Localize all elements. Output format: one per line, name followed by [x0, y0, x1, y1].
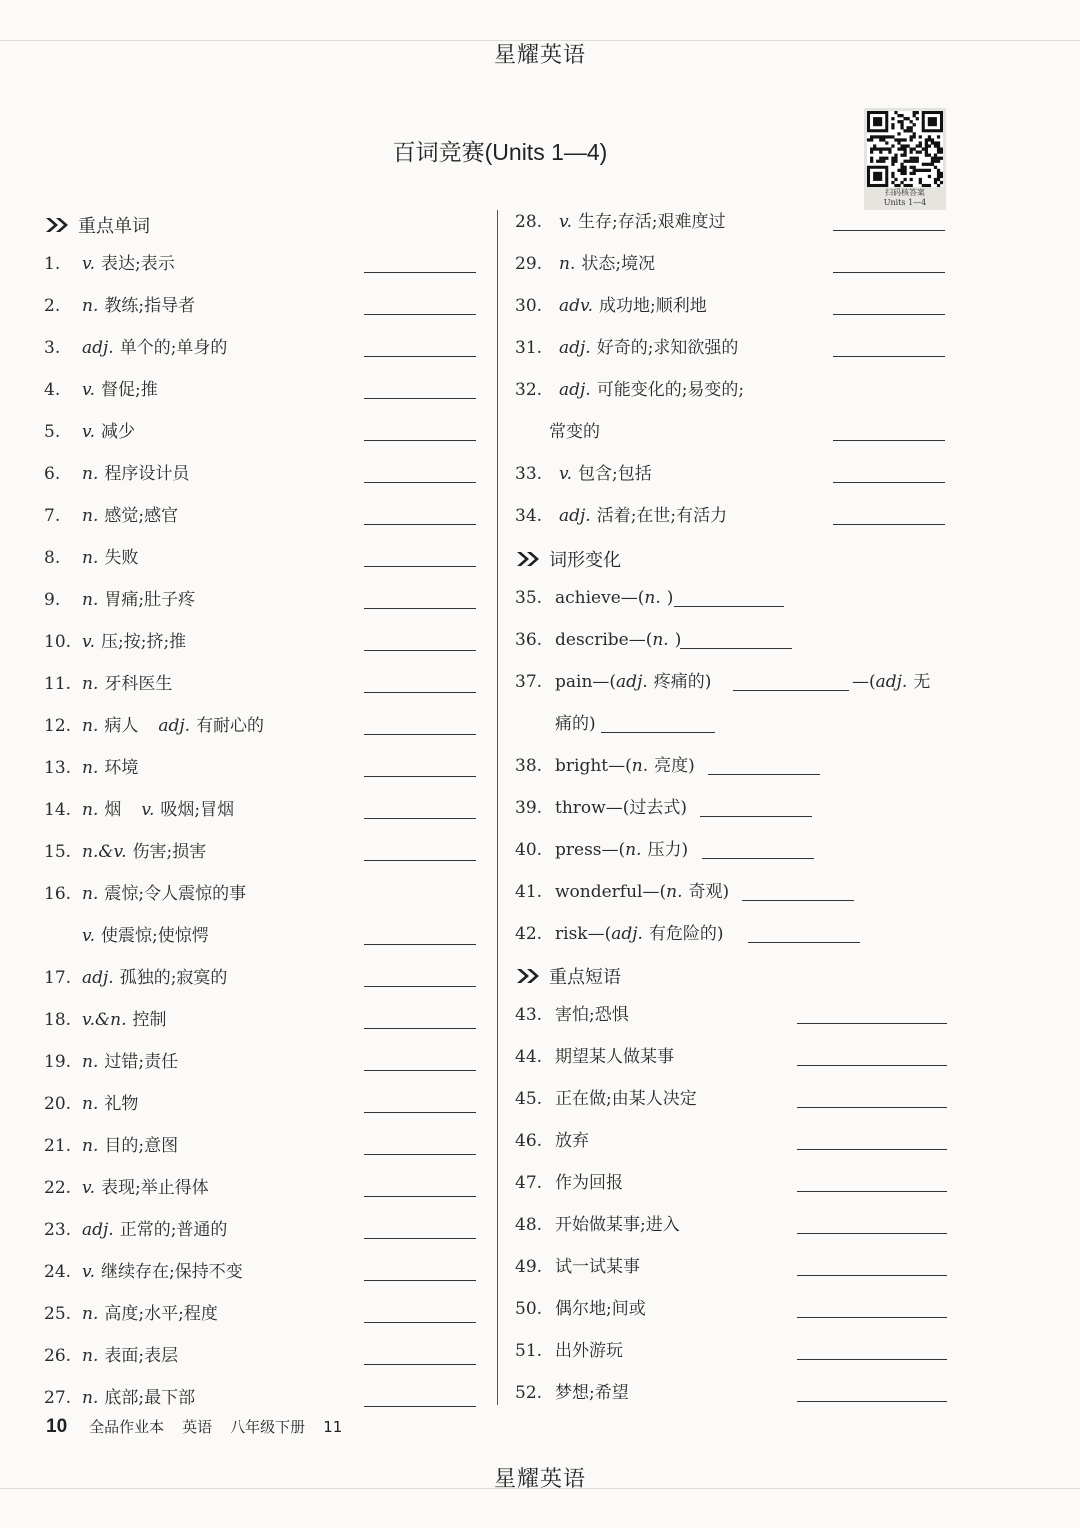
answer-blank[interactable] [364, 398, 476, 399]
item-meaning: 高度;水平;程度 [104, 1304, 218, 1324]
answer-blank[interactable] [364, 272, 476, 273]
word-item [44, 1132, 178, 1160]
section-title: 重点短语 [549, 967, 621, 988]
part-of-speech: v. [82, 254, 95, 274]
title-main: 百词竞赛 [392, 140, 485, 166]
part-of-speech: n.&v. [82, 842, 127, 862]
item-number: 24. [44, 1262, 72, 1282]
phrase-item [515, 1211, 680, 1239]
part-of-speech: v. [559, 212, 572, 232]
answer-blank[interactable] [364, 440, 476, 441]
section-heading [515, 545, 621, 573]
part-of-speech: n. [82, 674, 99, 694]
answer-blank[interactable] [733, 690, 849, 691]
word-item [44, 502, 178, 530]
word-item [44, 292, 195, 320]
answer-blank[interactable] [364, 986, 476, 987]
phrase-item [515, 1169, 623, 1197]
form-hint: 亮度) [654, 756, 695, 776]
part-of-speech: n. [82, 1346, 99, 1366]
word-item [44, 544, 138, 572]
phrase-meaning: 放弃 [555, 1131, 589, 1151]
item-number: 22. [44, 1178, 72, 1198]
answer-blank[interactable] [364, 776, 476, 777]
item-meaning: 状态;境况 [581, 254, 656, 274]
word-item [44, 1258, 243, 1286]
part-of-speech: n. [82, 1388, 99, 1408]
item-number: 11. [44, 674, 72, 694]
item-number: 47. [515, 1173, 543, 1193]
footer-grade: 八年级下册 [230, 1418, 306, 1436]
part-of-speech: adj. [82, 338, 114, 358]
phrase-item [515, 1379, 629, 1407]
base-word: 痛的) [555, 714, 596, 734]
word-item [44, 460, 189, 488]
answer-blank[interactable] [364, 692, 476, 693]
item-meaning: 伤害;损害 [132, 842, 207, 862]
item-meaning: 活着;在世;有活力 [596, 506, 728, 526]
phrase-item [515, 1085, 697, 1113]
form-hint: 奇观) [688, 882, 730, 902]
item-number: 6. [44, 464, 61, 484]
word-item [44, 1300, 218, 1328]
item-number: 48. [515, 1215, 543, 1235]
part-of-speech: n. [559, 254, 576, 274]
item-meaning: 失败 [104, 548, 139, 568]
item-number: 30. [515, 296, 543, 316]
base-word: risk—( [555, 924, 612, 944]
part-of-speech: adj. [611, 924, 643, 944]
form-hint: ) [674, 630, 682, 650]
answer-blank[interactable] [797, 1023, 947, 1024]
part-of-speech: n. [644, 588, 661, 608]
answer-blank[interactable] [364, 314, 476, 315]
item-meaning: 感觉;感官 [104, 506, 179, 526]
item-number: 20. [44, 1094, 72, 1114]
phrase-item [515, 1295, 646, 1323]
word-form-item [515, 752, 695, 780]
answer-blank[interactable] [680, 648, 792, 649]
phrase-meaning: 开始做某事;进入 [555, 1215, 680, 1235]
footer-book: 全品作业本 [89, 1418, 165, 1436]
word-item [44, 880, 246, 908]
phrase-item [515, 1001, 629, 1029]
part-of-speech: n. [82, 1094, 99, 1114]
word-item [44, 1006, 166, 1034]
word-item [44, 586, 195, 614]
part-of-speech: n. [82, 590, 99, 610]
item-meaning: 督促;推 [101, 380, 158, 400]
item-number: 39. [515, 798, 543, 818]
answer-blank[interactable] [364, 1280, 476, 1281]
part-of-speech: adv. [559, 296, 594, 316]
item-number: 1. [44, 254, 61, 274]
part-of-speech: n. [82, 296, 99, 316]
item-meaning: 有耐心的 [196, 716, 265, 736]
item-meaning: 病人 [104, 716, 139, 736]
answer-blank[interactable] [364, 1196, 476, 1197]
item-meaning: 程序设计员 [104, 464, 190, 484]
item-meaning: 礼物 [104, 1094, 139, 1114]
word-item [44, 670, 172, 698]
item-number: 5. [44, 422, 61, 442]
item-meaning: 过错;责任 [104, 1052, 179, 1072]
dash-prefix: —( [852, 672, 876, 692]
item-number: 50. [515, 1299, 543, 1319]
item-meaning: 可能变化的;易变的; [596, 380, 745, 400]
word-item [44, 1090, 138, 1118]
part-of-speech: n. [82, 464, 99, 484]
item-number: 51. [515, 1341, 543, 1361]
item-meaning: 环境 [104, 758, 139, 778]
word-item [515, 208, 725, 236]
phrase-meaning: 试一试某事 [555, 1257, 640, 1277]
base-word: describe—( [555, 630, 653, 650]
form-hint: 压力) [647, 840, 689, 860]
part-of-speech: n. [631, 756, 649, 776]
item-number: 25. [44, 1304, 72, 1324]
item-number: 38. [515, 756, 543, 776]
answer-blank[interactable] [797, 1359, 947, 1360]
word-item [44, 1216, 227, 1244]
phrase-item [515, 1253, 640, 1281]
word-item [44, 1342, 178, 1370]
item-number: 27. [44, 1388, 72, 1408]
item-meaning: 表面;表层 [104, 1346, 179, 1366]
item-meaning: 震惊;令人震惊的事 [104, 884, 247, 904]
item-meaning: 包含;包括 [578, 464, 652, 484]
answer-blank[interactable] [364, 650, 476, 651]
word-item [44, 1174, 209, 1202]
part-of-speech: n. [666, 882, 683, 902]
item-meaning: 吸烟;冒烟 [160, 800, 235, 820]
item-number: 19. [44, 1052, 72, 1072]
part-of-speech: n. [82, 548, 99, 568]
answer-blank[interactable] [708, 774, 820, 775]
word-item [44, 1048, 178, 1076]
word-item [44, 922, 209, 950]
phrase-item [515, 1337, 623, 1365]
page-title [300, 134, 700, 167]
part-of-speech: n. [82, 884, 99, 904]
part-of-speech: adj. [559, 506, 591, 526]
item-meaning: 成功地;顺利地 [599, 296, 707, 316]
qr-caption: 扫码核答案 [885, 188, 925, 197]
part-of-speech: v. [82, 422, 95, 442]
part-of-speech: adj. [158, 716, 191, 736]
answer-blank[interactable] [797, 1107, 947, 1108]
part-of-speech: v. [559, 464, 572, 484]
word-item [44, 250, 175, 278]
phrase-meaning: 期望某人做某事 [555, 1047, 674, 1067]
section-heading [515, 962, 621, 990]
section-title: 词形变化 [549, 550, 621, 571]
part-of-speech: v. [82, 1178, 95, 1198]
item-number: 17. [44, 968, 72, 988]
answer-blank[interactable] [833, 440, 945, 441]
part-of-speech: n. [82, 1136, 99, 1156]
item-number: 40. [515, 840, 543, 860]
phrase-item [515, 1127, 589, 1155]
item-number: 8. [44, 548, 61, 568]
item-meaning: 好奇的;求知欲强的 [596, 338, 739, 358]
base-word: throw—( [555, 798, 630, 818]
form-hint: 疼痛的) [653, 672, 712, 692]
item-number: 35. [515, 588, 543, 608]
phrase-meaning: 害怕;恐惧 [555, 1005, 629, 1025]
phrase-item [515, 1043, 674, 1071]
page-number: 10 [46, 1416, 68, 1437]
item-number: 3. [44, 338, 61, 358]
page-footer [46, 1416, 360, 1442]
section-title: 重点单词 [78, 216, 150, 237]
answer-blank[interactable] [601, 732, 715, 733]
item-meaning: 表现;举止得体 [101, 1178, 209, 1198]
answer-blank[interactable] [833, 272, 945, 273]
word-form-item [515, 710, 596, 738]
item-number: 36. [515, 630, 543, 650]
answer-blank[interactable] [700, 816, 812, 817]
answer-blank[interactable] [364, 1112, 476, 1113]
word-form-item [515, 668, 711, 696]
phrase-meaning: 作为回报 [555, 1173, 623, 1193]
answer-blank[interactable] [833, 524, 945, 525]
item-number: 42. [515, 924, 543, 944]
phrase-meaning: 出外游玩 [555, 1341, 623, 1361]
watermark-bottom: 星耀英语 [493, 1467, 586, 1492]
answer-blank[interactable] [364, 818, 476, 819]
word-item [44, 754, 138, 782]
part-of-speech: adj. [875, 672, 908, 692]
answer-blank[interactable] [364, 1238, 476, 1239]
answer-blank[interactable] [364, 1322, 476, 1323]
footer-code: 11 [323, 1418, 343, 1436]
part-of-speech: v. [82, 632, 95, 652]
answer-blank[interactable] [364, 608, 476, 609]
base-word: bright—( [555, 756, 632, 776]
part-of-speech: v. [82, 380, 95, 400]
answer-blank[interactable] [364, 1154, 476, 1155]
item-number: 33. [515, 464, 543, 484]
answer-blank[interactable] [364, 734, 476, 735]
word-item [44, 1384, 195, 1412]
answer-blank[interactable] [797, 1401, 947, 1402]
form-hint: 有危险的) [648, 924, 724, 944]
qr-units: Units 1—4 [883, 198, 927, 207]
item-number: 29. [515, 254, 543, 274]
phrase-meaning: 偶尔地;间或 [555, 1299, 646, 1319]
part-of-speech: adj. [82, 968, 114, 988]
part-of-speech: n. [82, 716, 99, 736]
answer-blank[interactable] [797, 1149, 947, 1150]
answer-blank[interactable] [748, 942, 860, 943]
part-of-speech: adj. [82, 1220, 114, 1240]
bottom-rule [0, 1488, 1080, 1489]
item-meaning: 孤独的;寂寞的 [119, 968, 228, 988]
item-number: 26. [44, 1346, 72, 1366]
answer-blank[interactable] [364, 356, 476, 357]
base-word: wonderful—( [555, 882, 667, 902]
section-heading [44, 211, 150, 239]
part-of-speech: n. [82, 758, 99, 778]
part-of-speech: n. [82, 506, 99, 526]
word-form-item [515, 836, 688, 864]
item-meaning: 牙科医生 [104, 674, 173, 694]
item-number: 14. [44, 800, 72, 820]
answer-blank[interactable] [742, 900, 854, 901]
answer-blank[interactable] [674, 606, 784, 607]
qr-code-icon [867, 111, 943, 187]
item-number: 15. [44, 842, 72, 862]
item-number: 49. [515, 1257, 543, 1277]
item-meaning: 烟 [104, 800, 122, 820]
word-form-item [515, 794, 687, 822]
word-item [44, 838, 206, 866]
item-meaning: 减少 [101, 422, 135, 442]
item-number: 34. [515, 506, 543, 526]
answer-blank[interactable] [364, 1070, 476, 1071]
item-number: 31. [515, 338, 543, 358]
item-number: 16. [44, 884, 72, 904]
word-form-item [515, 920, 724, 948]
part-of-speech: v. [141, 800, 155, 820]
item-meaning: 单个的;单身的 [119, 338, 228, 358]
part-of-speech: adj. [559, 380, 591, 400]
item-number: 21. [44, 1136, 72, 1156]
phrase-meaning: 正在做;由某人决定 [555, 1089, 697, 1109]
word-form-item [515, 626, 681, 654]
part-of-speech: v.&n. [82, 1010, 127, 1030]
item-meaning: 控制 [132, 1010, 167, 1030]
item-meaning: 使震惊;使惊愕 [101, 926, 209, 946]
word-form-item [515, 584, 673, 612]
item-number: 13. [44, 758, 72, 778]
item-number: 7. [44, 506, 61, 526]
word-item [515, 376, 744, 404]
answer-blank[interactable] [364, 944, 476, 945]
qr-code[interactable] [864, 108, 946, 210]
word-item [44, 712, 264, 740]
item-meaning: 常变的 [549, 422, 600, 442]
word-item [515, 334, 738, 362]
item-number: 46. [515, 1131, 543, 1151]
answer-blank[interactable] [833, 314, 945, 315]
answer-blank[interactable] [797, 1191, 947, 1192]
item-number: 41. [515, 882, 543, 902]
item-number: 23. [44, 1220, 72, 1240]
word-item [515, 292, 707, 320]
item-meaning: 底部;最下部 [104, 1388, 196, 1408]
item-number: 10. [44, 632, 72, 652]
phrase-meaning: 梦想;希望 [555, 1383, 629, 1403]
answer-blank[interactable] [364, 482, 476, 483]
double-chevron-icon [515, 551, 541, 567]
part-of-speech: v. [82, 1262, 95, 1282]
answer-blank[interactable] [797, 1233, 947, 1234]
item-meaning: 胃痛;肚子疼 [104, 590, 196, 610]
word-item [515, 418, 600, 446]
double-chevron-icon [44, 217, 70, 233]
part-of-speech: n. [625, 840, 642, 860]
item-number: 12. [44, 716, 72, 736]
item-number: 2. [44, 296, 61, 316]
title-units: (Units 1—4) [484, 139, 608, 165]
item-number: 44. [515, 1047, 543, 1067]
column-divider [497, 210, 498, 1405]
part-of-speech: n. [82, 800, 99, 820]
answer-blank[interactable] [833, 230, 945, 231]
word-item [44, 796, 234, 824]
word-item [44, 376, 158, 404]
form-hint: 无 [913, 672, 931, 692]
answer-blank[interactable] [364, 1028, 476, 1029]
item-number: 45. [515, 1089, 543, 1109]
part-of-speech: n. [82, 1052, 99, 1072]
answer-blank[interactable] [364, 566, 476, 567]
answer-blank[interactable] [797, 1275, 947, 1276]
double-chevron-icon [515, 968, 541, 984]
word-item [515, 460, 652, 488]
item-number: 28. [515, 212, 543, 232]
footer-subject: 英语 [182, 1418, 213, 1436]
word-item [44, 964, 227, 992]
item-meaning: 教练;指导者 [104, 296, 196, 316]
item-meaning: 生存;存活;艰难度过 [578, 212, 726, 232]
item-number: 4. [44, 380, 61, 400]
part-of-speech: n. [82, 1304, 99, 1324]
answer-blank[interactable] [702, 858, 814, 859]
item-meaning: 压;按;挤;推 [101, 632, 187, 652]
item-meaning: 正常的;普通的 [119, 1220, 228, 1240]
answer-blank[interactable] [833, 356, 945, 357]
word-item [44, 418, 135, 446]
item-number: 43. [515, 1005, 543, 1025]
word-item [515, 250, 655, 278]
item-number: 9. [44, 590, 61, 610]
item-meaning: 目的;意图 [104, 1136, 179, 1156]
item-number: 52. [515, 1383, 543, 1403]
part-of-speech: n. [652, 630, 669, 650]
item-meaning: 表达;表示 [101, 254, 175, 274]
item-meaning: 继续存在;保持不变 [101, 1262, 243, 1282]
watermark-top: 星耀英语 [493, 43, 586, 68]
item-number: 18. [44, 1010, 72, 1030]
part-of-speech: v. [82, 926, 95, 946]
part-of-speech: adj. [616, 672, 648, 692]
base-word: press—( [555, 840, 626, 860]
form-hint: ) [666, 588, 674, 608]
item-number: 37. [515, 672, 543, 692]
answer-blank[interactable] [797, 1065, 947, 1066]
answer-blank[interactable] [364, 1364, 476, 1365]
answer-blank[interactable] [797, 1317, 947, 1318]
answer-blank[interactable] [364, 524, 476, 525]
item-number: 32. [515, 380, 543, 400]
part-of-speech: adj. [559, 338, 591, 358]
word-form-extra [852, 668, 930, 696]
answer-blank[interactable] [364, 860, 476, 861]
form-hint: 过去式) [629, 798, 687, 818]
word-item [515, 502, 727, 530]
answer-blank[interactable] [364, 1406, 476, 1407]
base-word: achieve—( [555, 588, 645, 608]
word-item [44, 628, 186, 656]
word-item [44, 334, 227, 362]
word-form-item [515, 878, 729, 906]
answer-blank[interactable] [833, 482, 945, 483]
base-word: pain—( [555, 672, 617, 692]
